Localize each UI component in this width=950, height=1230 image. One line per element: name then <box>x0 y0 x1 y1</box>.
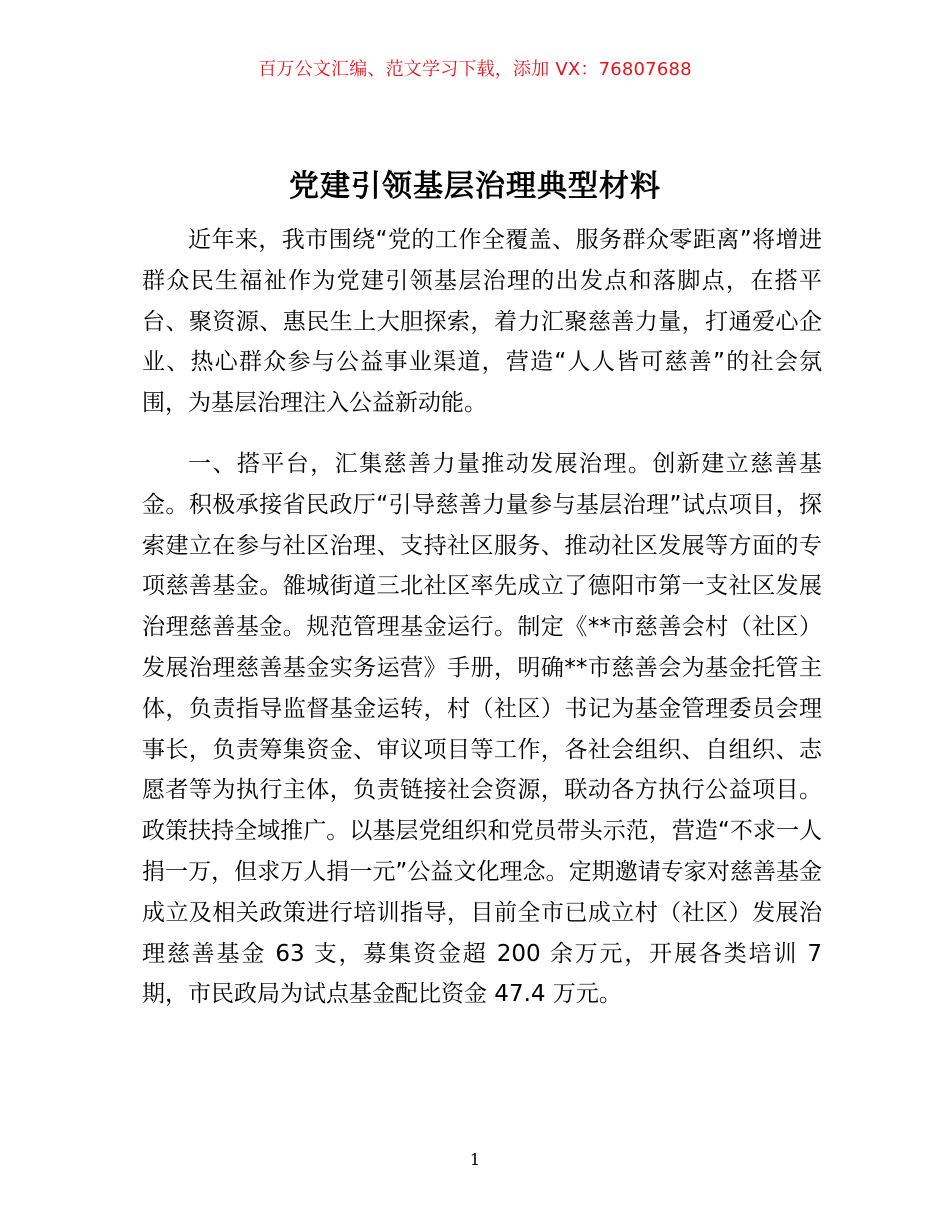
header-banner: 百万公文汇编、范文学习下载，添加 VX：76807688 <box>258 59 692 80</box>
document-body <box>142 220 822 1015</box>
page-number: 1 <box>469 1150 481 1169</box>
paragraph-section-1: 一、搭平台，汇集慈善力量推动发展治理。创新建立慈善基金。积极承接省民政厅“引导慈善力量参与基层治理”试点项目，探索建立在参与社区治理、支持社区服务、推动社区发展等方面的专项慈善基金。雒城街道三北社区率先成立了德阳市第一支社区发展治理慈善基金。规范管理基金运行。制定《**市慈善会村（社区）发展治理慈善基金实务运营》手册，明确**市慈善会为基金托管主体，负责指导监督基金运转，村（社区）书记为基金管理委员会理事长，负责筹集资金、审议项目等工作，各社会组织、自组织、志愿者等为执行主体，负责链接社会资源，联动各方执行公益项目。政策扶持全域推广。以基层党组织和党员带头示范，营造“不求一人捐一万，但求万人捐一元”公益文化理念。定期邀请专家对慈善基金成立及相关政策进行培训指导，目前全市已成立村（社区）发展治理慈善基金 63 支，募集资金超 200 余万元，开展各类培训 7 期，市民政局为试点基金配比资金 47.4 万元。 <box>142 450 822 1008</box>
paragraph-intro: 近年来，我市围绕“党的工作全覆盖、服务群众零距离”将增进群众民生福祉作为党建引领基层治理的出发点和落脚点，在搭平台、聚资源、惠民生上大胆探索，着力汇聚慈善力量，打通爱心企业、热心群众参与公益事业渠道，营造“人人皆可慈善”的社会氛围，为基层治理注入公益新动能。 <box>142 227 822 417</box>
document-title: 党建引领基层治理典型材料 <box>289 169 661 204</box>
